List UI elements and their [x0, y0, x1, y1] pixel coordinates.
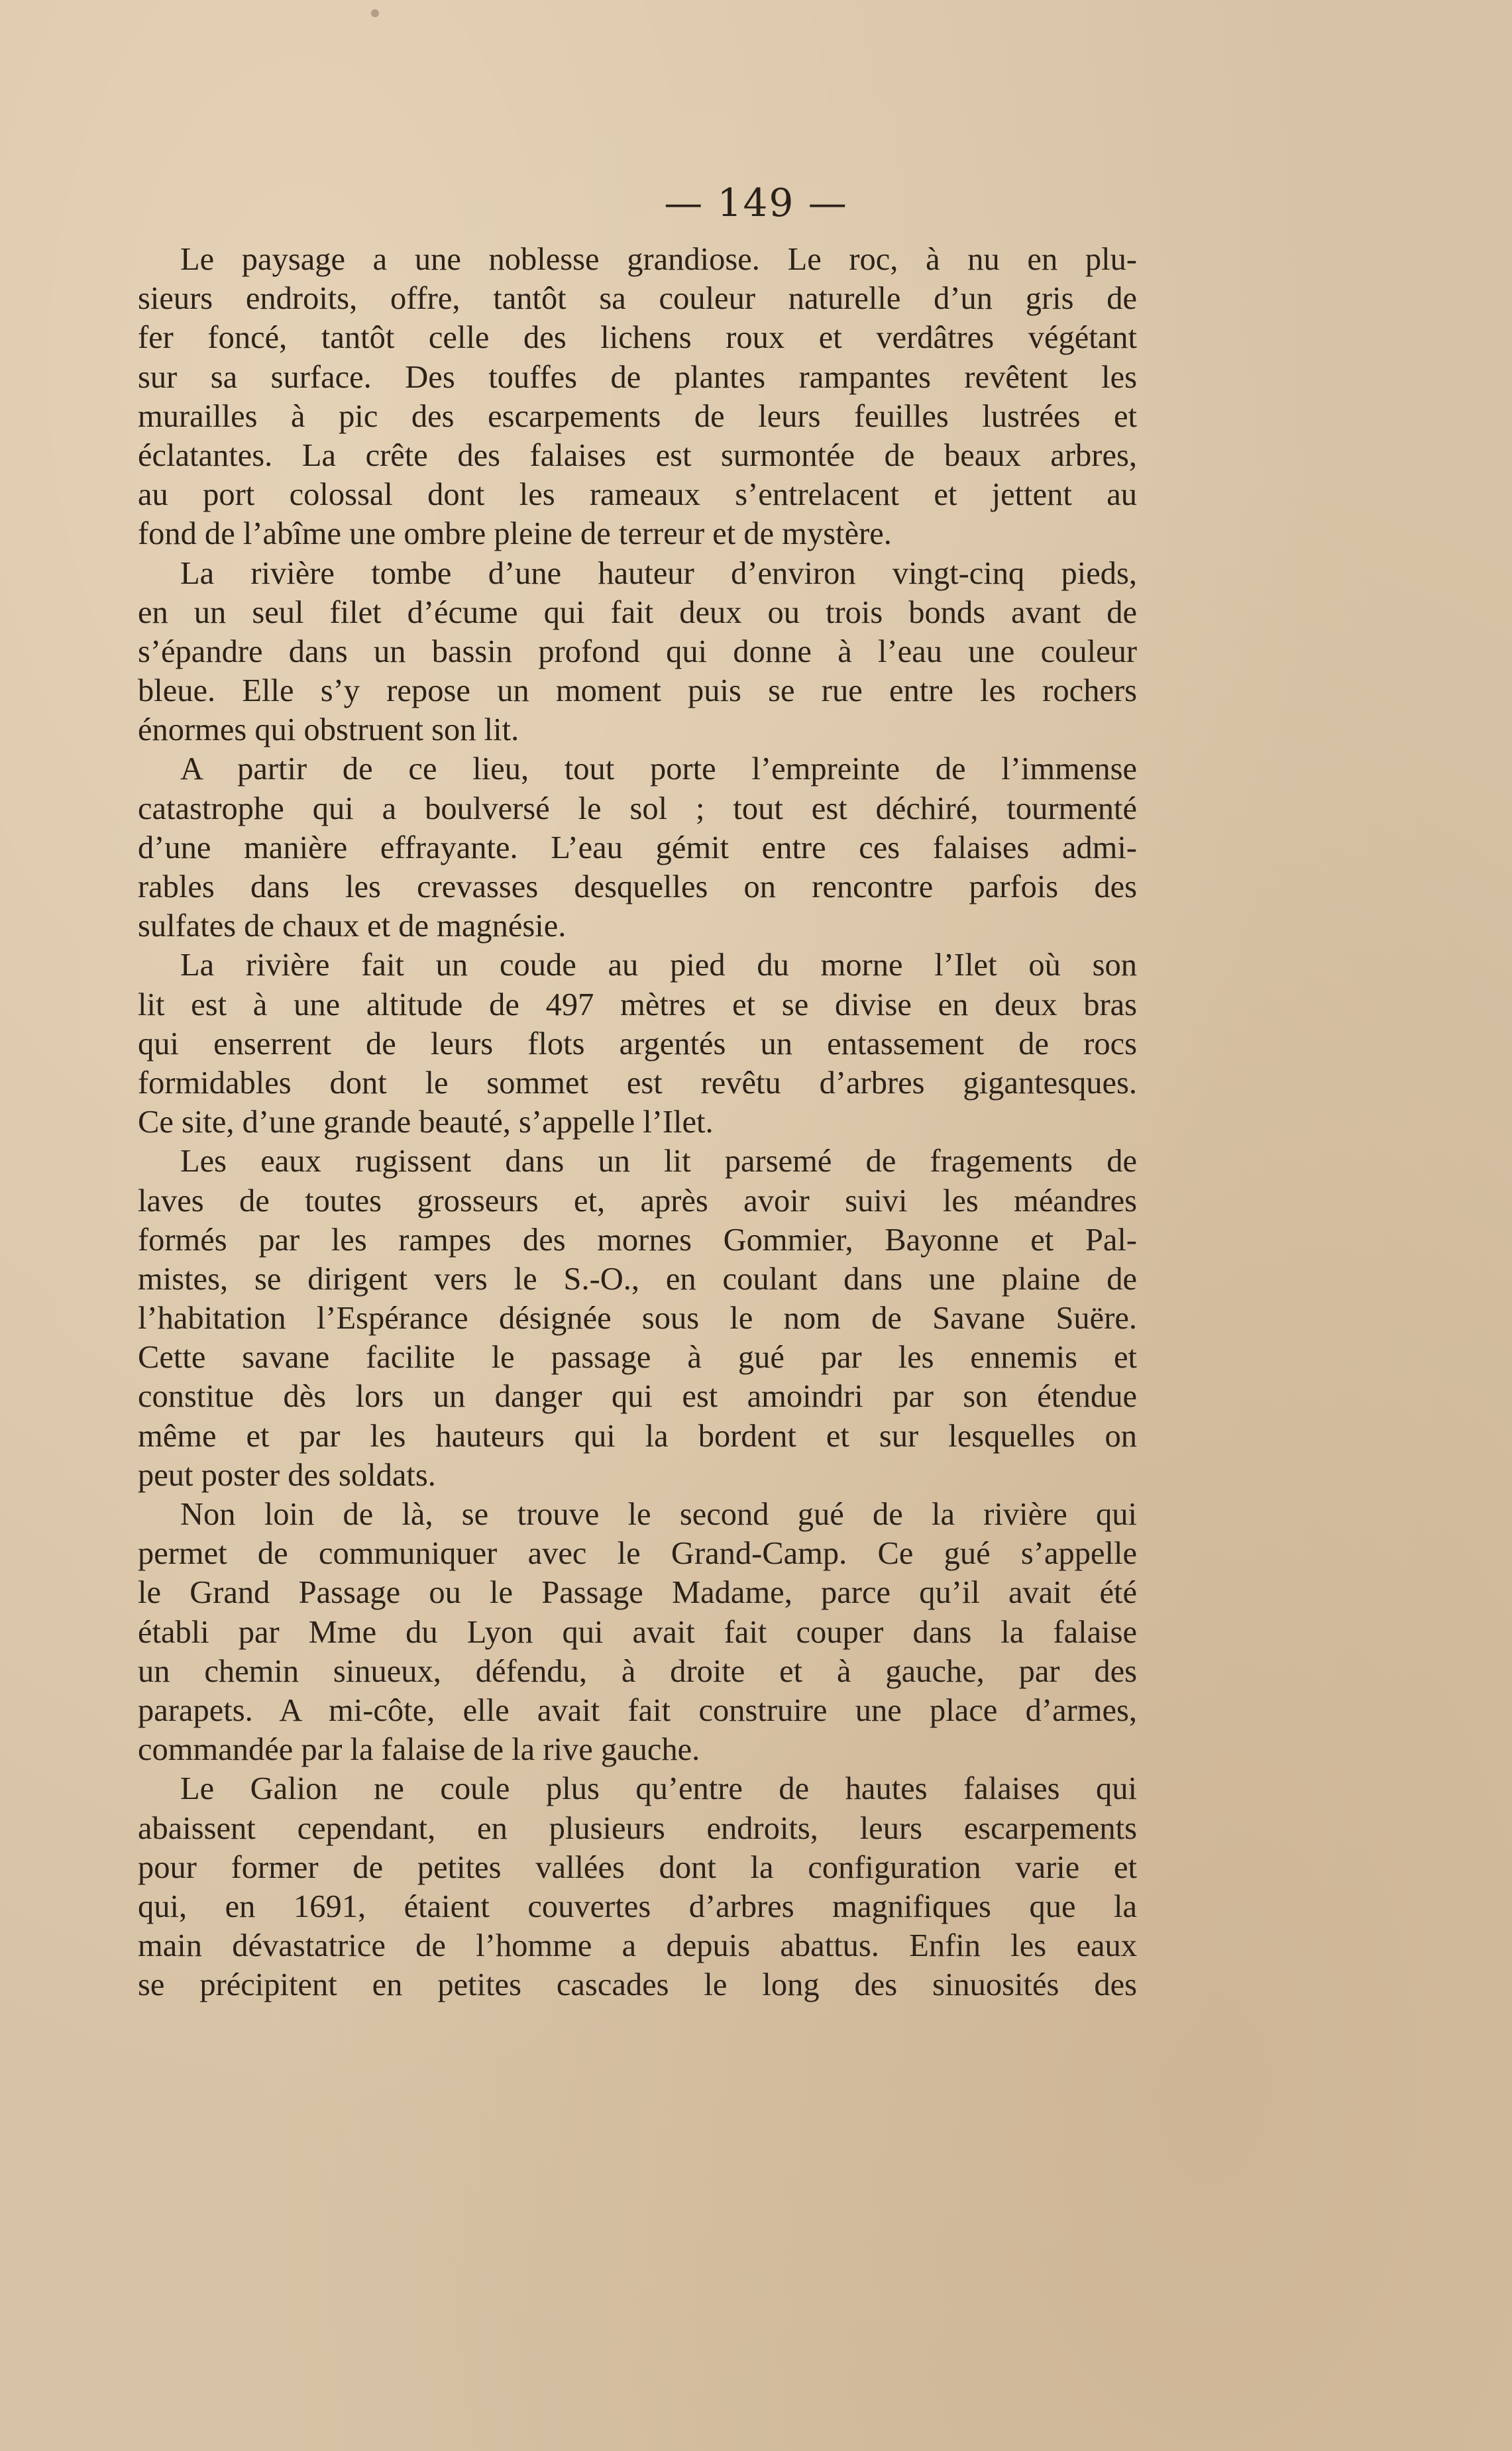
text-line: Cette savane facilite le passage à gué par les ennemis et [138, 1340, 1137, 1376]
text-line: formidables dont le sommet est revêtu d’arbres gigantesques. [138, 1065, 1137, 1101]
text-line: éclatantes. La crête des falaises est surmontée de beaux arbres, [138, 437, 1137, 473]
text-line: Non loin de là, se trouve le second gué de la rivière qui [180, 1497, 1137, 1532]
text-line: au port colossal dont les rameaux s’entrelacent et jettent au [138, 477, 1137, 513]
text-line: pour former de petites vallées dont la configuration varie et [138, 1849, 1137, 1885]
text-line: d’une manière effrayante. L’eau gémit entre ces falaises admi- [138, 830, 1137, 865]
text-line: rables dans les crevasses desquelles on rencontre parfois des [138, 869, 1137, 904]
text-line: établi par Mme du Lyon qui avait fait couper dans la falaise [138, 1614, 1137, 1650]
text-line: fond de l’abîme une ombre pleine de terreur et de mystère. [138, 516, 892, 552]
text-line: La rivière tombe d’une hauteur d’environ vingt-cinq pieds, [180, 555, 1137, 591]
text-line: en un seul filet d’écume qui fait deux ou trois bonds avant de [138, 594, 1137, 630]
text-line: Le paysage a une noblesse grandiose. Le roc, à nu en plu- [180, 242, 1137, 277]
text-line: sieurs endroits, offre, tantôt sa couleur naturelle d’un gris de [138, 281, 1137, 317]
text-line: se précipitent en petites cascades le long des sinuosités des [138, 1967, 1137, 2003]
text-line: parapets. A mi-côte, elle avait fait construire une place d’armes, [138, 1692, 1137, 1728]
text-line: formés par les rampes des mornes Gommier, Bayonne et Pal- [138, 1222, 1137, 1258]
text-line: l’habitation l’Espérance désignée sous le nom de Savane Suëre. [138, 1301, 1137, 1336]
text-line: un chemin sinueux, défendu, à droite et à gauche, par des [138, 1653, 1137, 1689]
text-line: le Grand Passage ou le Passage Madame, parce qu’il avait été [138, 1575, 1137, 1611]
text-line: commandée par la falaise de la rive gauche. [138, 1732, 700, 1768]
text-line: sur sa surface. Des touffes de plantes rampantes revêtent les [138, 359, 1137, 395]
text-line: Le Galion ne coule plus qu’entre de hautes falaises qui [180, 1771, 1137, 1807]
body-text [138, 240, 1137, 2004]
text-line: peut poster des soldats. [138, 1457, 436, 1493]
text-line: A partir de ce lieu, tout porte l’empreinte de l’immense [180, 751, 1137, 787]
text-line: s’épandre dans un bassin profond qui donne à l’eau une couleur [138, 633, 1137, 669]
text-line: murailles à pic des escarpements de leurs feuilles lustrées et [138, 398, 1137, 434]
text-line: bleue. Elle s’y repose un moment puis se rue entre les rochers [138, 673, 1137, 709]
text-line: La rivière fait un coude au pied du morne l’Ilet où son [180, 948, 1137, 983]
text-line: même et par les hauteurs qui la bordent et sur lesquelles on [138, 1418, 1137, 1454]
text-line: abaissent cependant, en plusieurs endroits, leurs escarpements [138, 1810, 1137, 1846]
text-line: Ce site, d’une grande beauté, s’appelle l’Ilet. [138, 1105, 714, 1140]
text-line: constitue dès lors un danger qui est amoindri par son étendue [138, 1379, 1137, 1415]
text-line: lit est à une altitude de 497 mètres et se divise en deux bras [138, 987, 1137, 1022]
text-line: permet de communiquer avec le Grand-Camp. Ce gué s’appelle [138, 1536, 1137, 1572]
text-line: mistes, se dirigent vers le S.-O., en coulant dans une plaine de [138, 1261, 1137, 1297]
text-line: catastrophe qui a boulversé le sol ; tout est déchiré, tourmenté [138, 790, 1137, 826]
text-line: qui, en 1691, étaient couvertes d’arbres magnifiques que la [138, 1888, 1137, 1924]
page-number: — 149 — [664, 180, 848, 225]
text-line: qui enserrent de leurs flots argentés un entassement de rocs [138, 1026, 1137, 1062]
text-line: Les eaux rugissent dans un lit parsemé de fragements de [180, 1144, 1137, 1179]
text-line: laves de toutes grosseurs et, après avoir suivi les méandres [138, 1183, 1137, 1219]
text-line: sulfates de chaux et de magnésie. [138, 908, 567, 944]
paper-speck [371, 9, 379, 17]
text-line: fer foncé, tantôt celle des lichens roux et verdâtres végétant [138, 320, 1137, 356]
text-line: énormes qui obstruent son lit. [138, 712, 519, 748]
text-line: main dévastatrice de l’homme a depuis abattus. Enfin les eaux [138, 1928, 1137, 1964]
